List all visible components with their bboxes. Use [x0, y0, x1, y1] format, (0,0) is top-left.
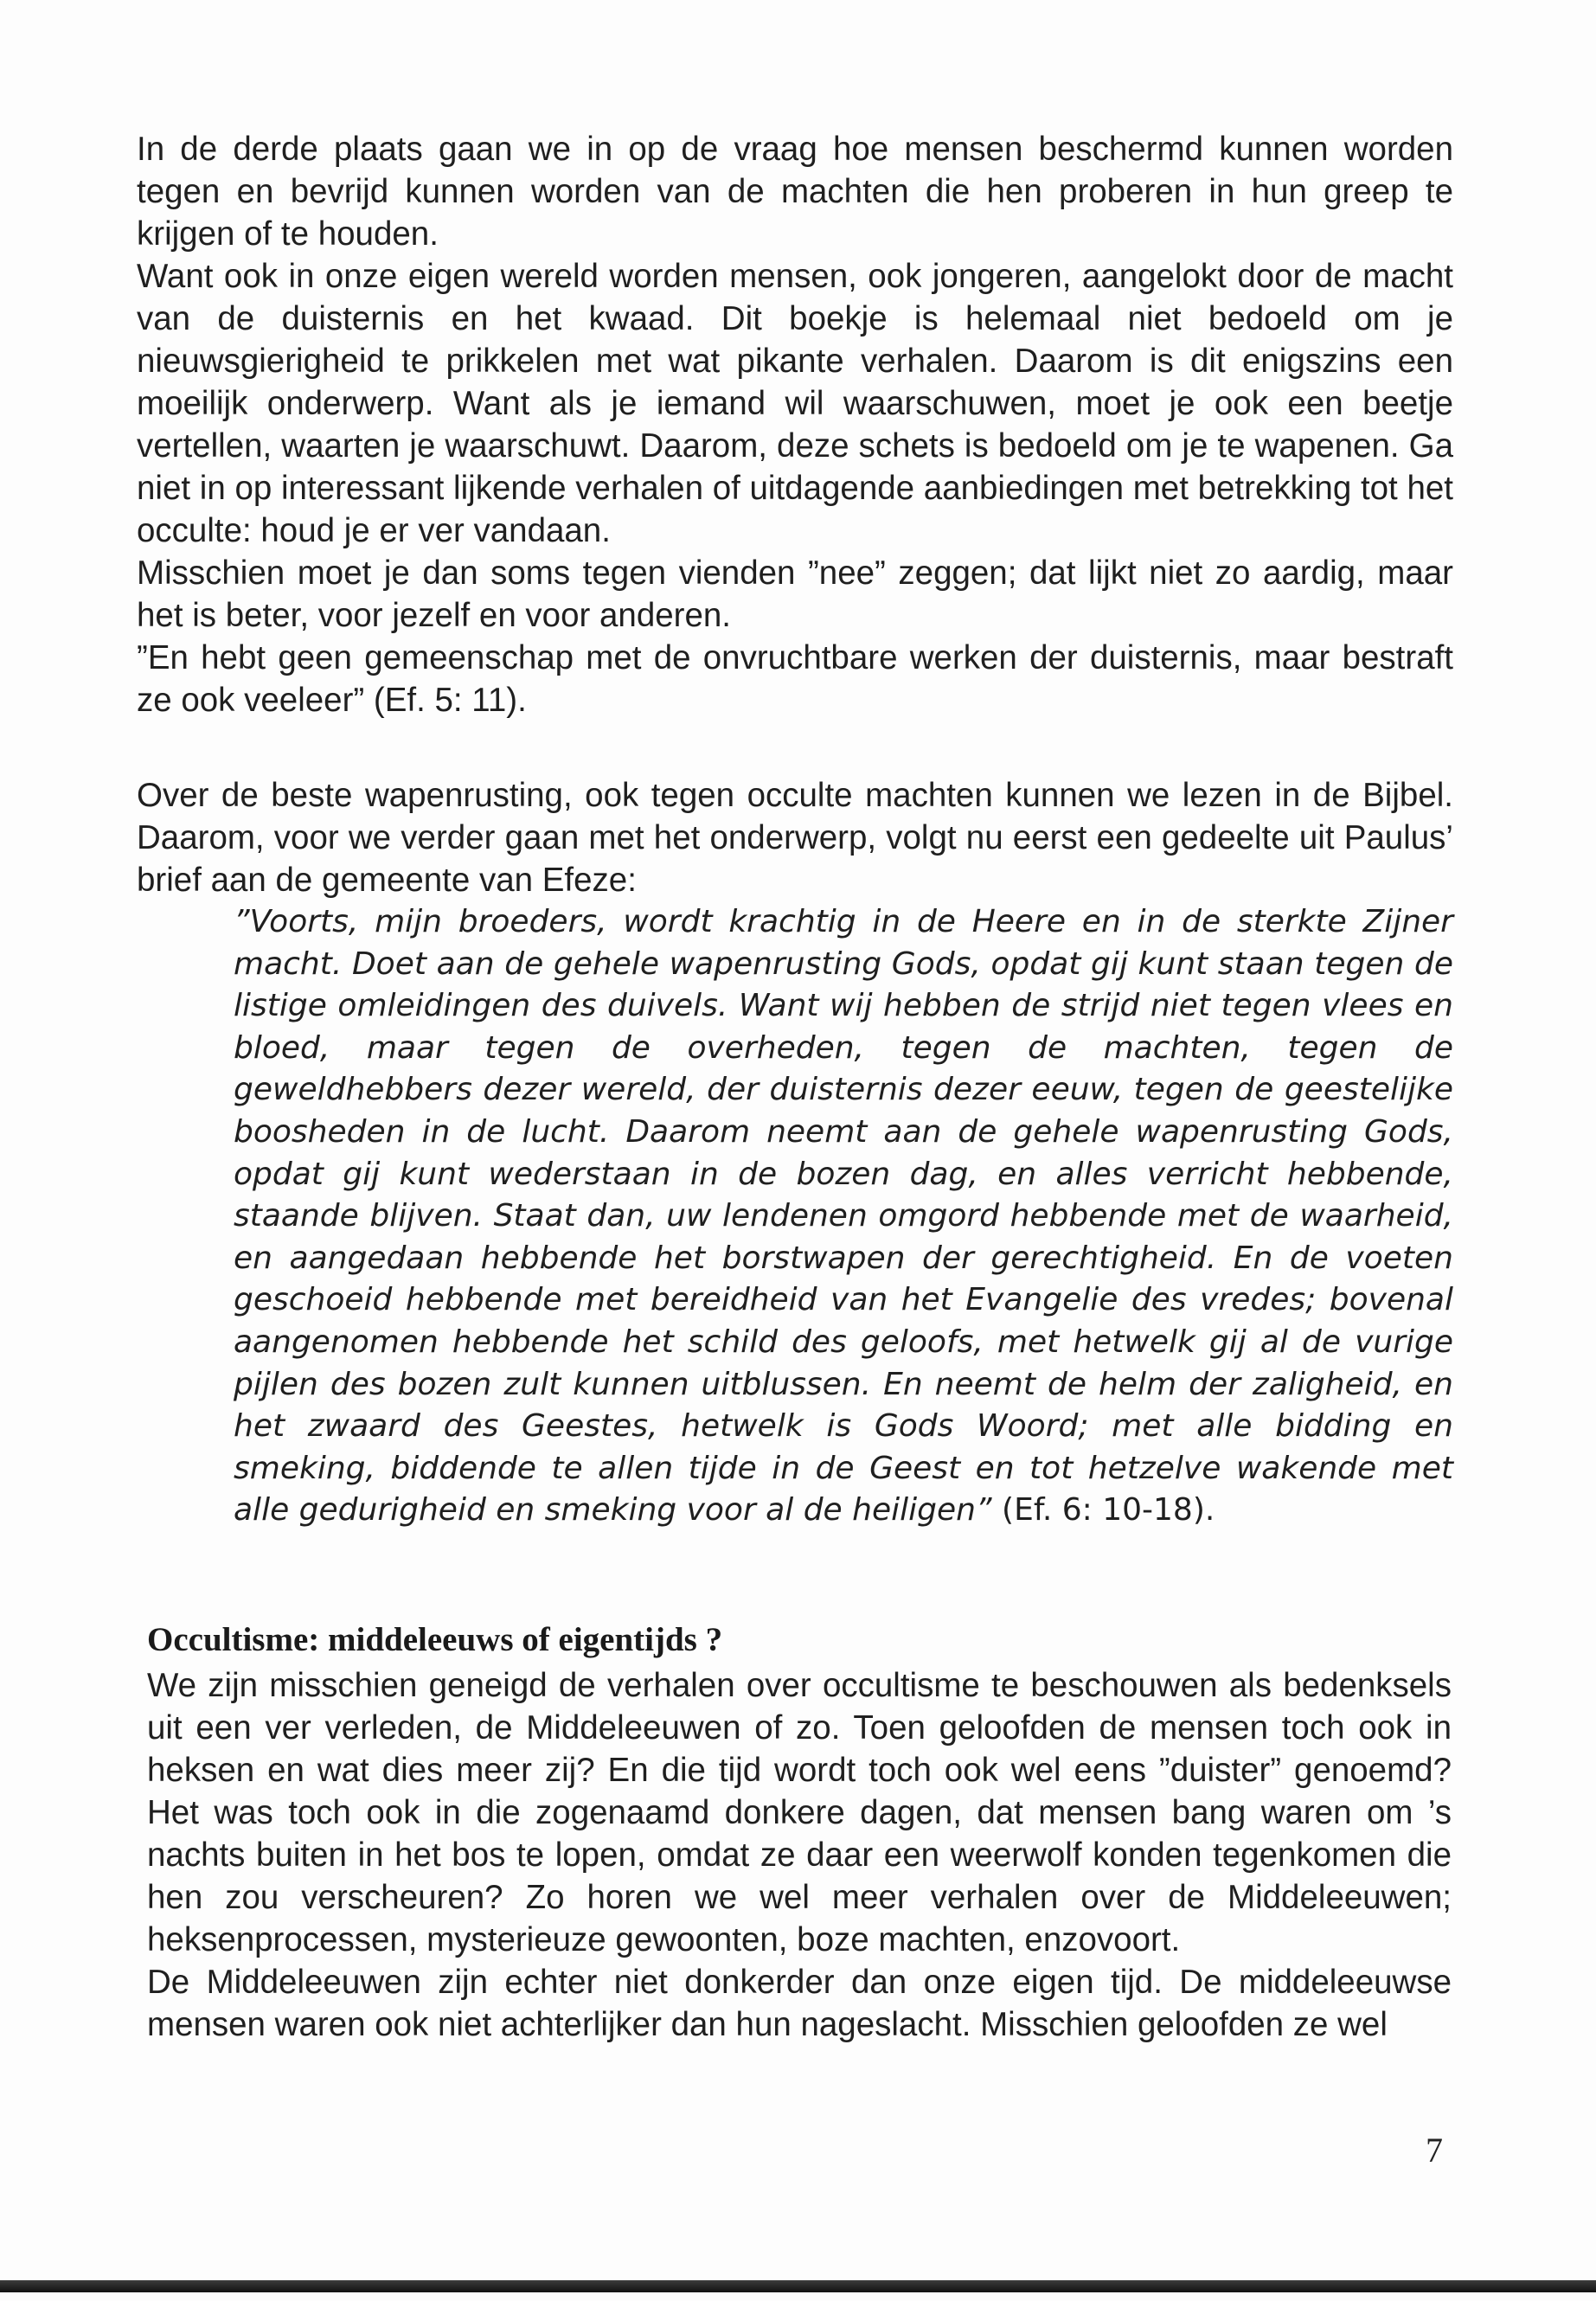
middeleeuwen-text-block	[147, 1664, 1452, 2046]
paragraph-ef-5-quote: ”En hebt geen gemeenschap met de onvruchtbare werken der duisternis, maar bestraft ze ook veeleer” (Ef. 5: 11).	[137, 639, 1453, 719]
bible-quote-reference: (Ef. 6: 10-18).	[991, 1492, 1215, 1529]
page-number: 7	[1426, 2131, 1443, 2170]
paragraph-middeleeuwen: We zijn misschien geneigd de verhalen over occultisme te beschouwen als bedenksels uit een ver verleden, de Middeleeuwen of zo. Toen geloofden de mensen toch ook in heksen en wat dies meer zij? En die tijd wordt toch ook wel eens ”duister” genoemd? Het was toch ook in die zogenaamd donkere dagen, dat mensen bang waren om ’s nachts buiten in het bos te lopen, omdat ze daar een weerwolf konden tegenkomen die hen zou verscheuren? Zo horen we wel meer verhalen over de Middeleeuwen; heksenprocessen, mysterieuze gewoonten, boze machten, enzovoort.	[147, 1667, 1452, 1958]
intro-text-block	[137, 128, 1453, 721]
paragraph-derde-plaats: In de derde plaats gaan we in op de vraag hoe mensen beschermd kunnen worden tegen en bevrijd kunnen worden van de machten die hen proberen in hun greep te krijgen of te houden.	[137, 131, 1453, 253]
section-heading: Occultisme: middeleeuws of eigentijds ?	[147, 1621, 723, 1658]
paragraph-niet-donkerder: De Middeleeuwen zijn echter niet donkerder dan onze eigen tijd. De middeleeuwse mensen waren ook niet achterlijker dan hun nageslacht. Misschien geloofden ze wel	[147, 1964, 1452, 2043]
bible-quote-text: ”Voorts, mijn broeders, wordt krachtig in de Heere en in de sterkte Zijner macht. Doet aan de gehele wapenrusting Gods, opdat gij kunt staan tegen de listige omleidingen des duivels. Want wij hebben de strijd niet tegen vlees en bloed, maar tegen de overheden, tegen de machten, tegen de geweldhebbers dezer wereld, der duisternis dezer eeuw, tegen de geestelijke boosheden in de lucht. Daarom neemt aan de gehele wapenrusting Gods, opdat gij kunt wederstaan in de bozen dag, en alles verricht hebbende, staande blijven. Staat dan, uw lendenen omgord hebbende met de waarheid, en aangedaan hebbende het borstwapen der gerechtigheid. En de voeten geschoeid hebbende met bereidheid van het Evangelie des vredes; bovenal aangenomen hebbende het schild des geloofs, met hetwelk gij al de vurige pijlen des bozen zult kunnen uitblussen. En neemt de helm der zaligheid, en het zwaard des Geestes, hetwelk is Gods Woord; met alle bidding en smeking, biddende te allen tijde in de Geest en tot hetzelve wakende met alle gedurigheid en smeking voor al de heiligen”	[234, 904, 1453, 1529]
wapenrusting-text-block	[137, 774, 1453, 1532]
paragraph-eigen-wereld: Want ook in onze eigen wereld worden mensen, ook jongeren, aangelokt door de macht van de duisternis en het kwaad. Dit boekje is helemaal niet bedoeld om je nieuwsgierigheid te prikkelen met wat pikante verhalen. Daarom is dit enigszins een moeilijk onderwerp. Want als je iemand wil waarschuwen, moet je ook een beetje vertellen, waarten je waarschuwt. Daarom, deze schets is bedoeld om je te wapenen. Ga niet in op interessant lijkende verhalen of uitdagende aanbiedingen met betrekking tot het occulte: houd je er ver vandaan.	[137, 258, 1453, 549]
bottom-edge-rule	[0, 2280, 1596, 2292]
bible-quote-efeze	[234, 901, 1453, 1532]
paragraph-wapenrusting-intro: Over de beste wapenrusting, ook tegen occulte machten kunnen we lezen in de Bijbel. Daarom, voor we verder gaan met het onderwerp, volgt nu eerst een gedeelte uit Paulus’ brief aan de gemeente van Efeze:	[137, 777, 1453, 899]
paragraph-nee-zeggen: Misschien moet je dan soms tegen vienden ”nee” zeggen; dat lijkt niet zo aardig, maar het is beter, voor jezelf en voor anderen.	[137, 554, 1453, 634]
